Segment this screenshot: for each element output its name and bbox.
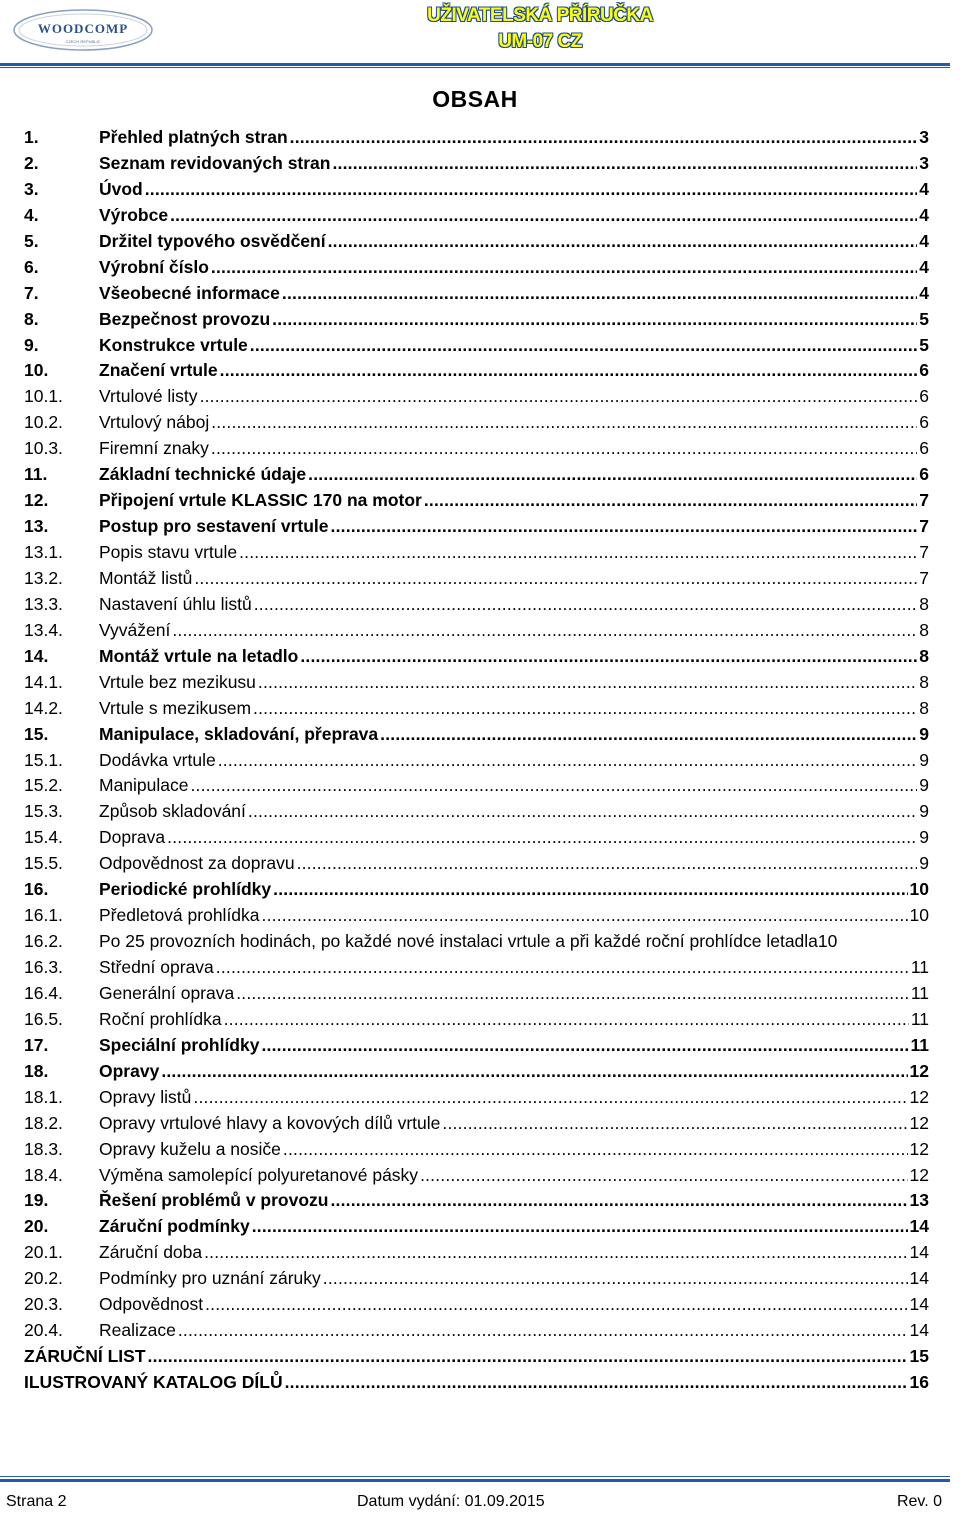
toc-entry-number: 6.: [24, 256, 39, 277]
toc-entry-page: 5: [919, 308, 929, 329]
toc-entry-number: 15.: [24, 723, 49, 744]
toc-entry-number: 13.3.: [24, 593, 63, 614]
footer-rule: [0, 1479, 950, 1482]
toc-entry[interactable]: [24, 461, 929, 487]
toc-entry-title: Úvod: [99, 178, 143, 199]
toc-entry[interactable]: [24, 747, 929, 773]
toc-entry-number: 16.2.: [24, 931, 63, 952]
toc-entry-title: Roční prohlídka: [99, 1008, 222, 1029]
toc-dot-leader: [161, 1058, 907, 1084]
toc-entry[interactable]: [24, 798, 929, 824]
woodcomp-logo: [12, 8, 154, 52]
toc-dot-leader: [145, 176, 918, 202]
toc-entry[interactable]: [24, 850, 929, 876]
toc-entry-page: 14: [909, 1268, 929, 1289]
toc-entry-page: 14: [909, 1242, 929, 1263]
toc-entry[interactable]: [24, 332, 929, 358]
toc-entry-number: 20.1.: [24, 1242, 63, 1263]
toc-dot-leader: [167, 824, 917, 850]
toc-dot-leader: [420, 1162, 907, 1188]
toc-dot-leader: [330, 1187, 907, 1213]
revision: Rev. 0: [896, 1493, 942, 1510]
toc-dot-leader: [205, 1291, 907, 1317]
toc-dot-leader: [282, 280, 917, 306]
toc-dot-leader: [193, 1084, 907, 1110]
toc-dot-leader: [290, 124, 918, 150]
toc-entry-page: 8: [919, 645, 929, 666]
toc-entry-number: 18.: [24, 1060, 49, 1081]
toc-dot-leader: [258, 669, 917, 695]
toc-entry-number: 11.: [24, 464, 48, 485]
toc-entry-page: 10: [909, 879, 929, 900]
document-code: UM-07 CZ: [498, 31, 582, 52]
toc-entry[interactable]: [24, 202, 929, 228]
toc-entry[interactable]: [24, 1187, 929, 1213]
toc-entry-page: 8: [919, 619, 929, 640]
issue-date: Datum vydání: 01.09.2015: [357, 1493, 545, 1510]
toc-heading: OBSAH: [432, 86, 518, 112]
toc-entry-page: 12: [909, 1164, 929, 1185]
toc-dot-leader: [211, 254, 917, 280]
toc-entry-title: Manipulace: [99, 775, 189, 796]
toc-entry-title: Výrobce: [99, 204, 169, 225]
toc-entry-number: 16.3.: [24, 957, 63, 977]
toc-entry[interactable]: [24, 669, 929, 695]
toc-entry-number: 10.3.: [24, 438, 63, 459]
toc-dot-leader: [224, 1006, 909, 1032]
toc-entry-title: Odpovědnost za dopravu: [99, 853, 295, 874]
toc-dot-leader: [194, 565, 917, 591]
toc-entry-title: Doprava: [99, 827, 166, 848]
toc-entry-page: 12: [909, 1060, 929, 1081]
toc-entry[interactable]: [24, 980, 929, 1006]
toc-entry[interactable]: [24, 1343, 929, 1369]
toc-entry-number: 20.3.: [24, 1294, 63, 1315]
toc-entry-number: 7.: [24, 282, 39, 303]
toc-entry[interactable]: [24, 721, 929, 747]
toc-dot-leader: [239, 539, 917, 565]
toc-entry-page: 9: [919, 775, 929, 796]
toc-entry-number: 20.: [24, 1216, 49, 1237]
toc-entry[interactable]: [24, 409, 929, 435]
toc-entry-page: 11: [910, 1034, 929, 1055]
toc-entry-page: 6: [919, 464, 929, 485]
toc-entry-page: 6: [919, 360, 929, 381]
toc-dot-leader: [273, 876, 907, 902]
toc-entry-title: Držitel typového osvědčení: [99, 230, 326, 251]
toc-entry[interactable]: [24, 383, 929, 409]
toc-dot-leader: [253, 695, 917, 721]
toc-entry-page: 7: [919, 567, 929, 588]
toc-entry[interactable]: [24, 695, 929, 721]
toc-dot-leader: [283, 1136, 908, 1162]
toc-entry-page: 10: [909, 905, 929, 926]
toc-entry-number: 15.4.: [24, 827, 63, 848]
toc-entry[interactable]: [24, 1032, 929, 1058]
toc-entry[interactable]: [24, 954, 929, 980]
toc-entry-page: 3: [919, 127, 929, 147]
toc-entry-number: 19.: [24, 1190, 49, 1211]
toc-dot-leader: [442, 1110, 907, 1136]
toc-entry[interactable]: [24, 876, 929, 902]
toc-entry-number: 16.: [24, 879, 49, 900]
toc-entry-page: 12: [909, 1086, 929, 1107]
toc-entry-number: 18.4.: [24, 1164, 63, 1185]
toc-entry-title: Odpovědnost: [99, 1294, 204, 1315]
toc-entry-page: 4: [919, 204, 929, 225]
toc-dot-leader: [328, 228, 918, 254]
toc-entry-number: 17.: [24, 1034, 49, 1055]
toc-entry[interactable]: [24, 1291, 929, 1317]
logo-subtext: CZECH REPUBLIC: [65, 39, 101, 44]
toc-entry-page: 12: [909, 1112, 929, 1133]
toc-dot-leader: [254, 591, 918, 617]
toc-entry[interactable]: [24, 228, 929, 254]
toc-entry-page: 7: [919, 542, 929, 562]
toc-entry[interactable]: [24, 435, 929, 461]
toc-entry-number: 16.1.: [24, 905, 63, 926]
toc-entry-page: 4: [919, 282, 929, 303]
toc-entry-title: Montáž listů: [99, 567, 193, 588]
toc-dot-leader: [216, 954, 909, 980]
toc-entry-number: 3.: [24, 178, 39, 199]
toc-entry-page: 10: [817, 931, 838, 952]
footer-rule-thin: [0, 1476, 950, 1477]
toc-entry[interactable]: [24, 254, 929, 280]
toc-entry[interactable]: [24, 1058, 929, 1084]
toc-dot-leader: [323, 1265, 908, 1291]
toc-dot-leader: [170, 202, 917, 228]
toc-entry-title: Opravy kuželu a nosiče: [99, 1138, 281, 1159]
toc-entry[interactable]: [24, 280, 929, 306]
header-rule: [0, 63, 950, 66]
toc-entry-page: 16: [909, 1372, 929, 1392]
toc-entry-title: Značení vrtule: [99, 360, 218, 381]
toc-entry-title: Přehled platných stran: [99, 127, 288, 147]
toc-entry-page: 8: [919, 697, 929, 718]
toc-entry[interactable]: [24, 902, 929, 928]
toc-entry[interactable]: [24, 487, 929, 513]
toc-entry-page: 9: [919, 749, 929, 770]
toc-entry-number: 18.1.: [24, 1086, 63, 1107]
toc-entry-page: 9: [919, 801, 929, 822]
toc-entry-page: 8: [919, 593, 929, 614]
toc-entry-title: Generální oprava: [99, 982, 235, 1003]
toc-entry-title: Opravy listů: [99, 1086, 192, 1107]
toc-entry-page: 6: [919, 438, 929, 459]
toc-entry-page: 6: [919, 386, 929, 407]
toc-dot-leader: [172, 617, 917, 643]
page-header: [0, 0, 960, 70]
toc-entry-page: 4: [919, 178, 929, 199]
toc-entry-title: Montáž vrtule na letadlo: [99, 645, 299, 666]
toc-entry[interactable]: [24, 1317, 929, 1343]
toc-entry-title: Konstrukce vrtule: [99, 334, 248, 355]
toc-dot-leader: [380, 721, 917, 747]
toc-entry-title: Opravy: [99, 1060, 160, 1081]
toc-dot-leader: [332, 150, 917, 176]
toc-entry-number: 16.4.: [24, 982, 63, 1003]
toc-entry-number: 13.2.: [24, 567, 63, 588]
toc-entry-title: Výměna samolepící polyuretanové pásky: [99, 1164, 419, 1185]
toc-entry-number: 10.2.: [24, 412, 63, 433]
toc-entry-title: Speciální prohlídky: [99, 1034, 260, 1055]
toc-entry[interactable]: [24, 928, 929, 954]
toc-entry-number: 13.1.: [24, 542, 63, 562]
toc-entry-title: Záruční doba: [99, 1242, 203, 1263]
document-title: UŽIVATELSKÁ PŘÍRUČKA: [427, 5, 653, 26]
toc-entry[interactable]: [24, 150, 929, 176]
toc-entry[interactable]: [24, 1213, 929, 1239]
toc-entry-title: Způsob skladování: [99, 801, 246, 822]
toc-entry-page: 9: [919, 853, 929, 874]
toc-dot-leader: [285, 1369, 908, 1395]
toc-dot-leader: [272, 306, 917, 332]
toc-entry[interactable]: [24, 357, 929, 383]
toc-entry-page: 9: [919, 723, 929, 744]
toc-dot-leader: [200, 383, 918, 409]
toc-entry-number: 18.3.: [24, 1138, 63, 1159]
toc-entry-page: 4: [919, 230, 929, 251]
toc-entry-number: 14.: [24, 645, 49, 666]
toc-entry[interactable]: [24, 1369, 929, 1395]
toc-entry-number: 5.: [24, 230, 39, 251]
toc-entry-number: 15.3.: [24, 801, 63, 822]
toc-entry-title: Popis stavu vrtule: [99, 542, 238, 562]
toc-entry-page: 14: [909, 1294, 929, 1315]
toc-entry[interactable]: [24, 1110, 929, 1136]
toc-entry-number: 13.4.: [24, 619, 63, 640]
toc-dot-leader: [261, 1032, 908, 1058]
toc-entry-title: Vrtulové listy: [99, 386, 198, 407]
toc-dot-leader: [204, 1239, 907, 1265]
toc-entry[interactable]: [24, 1006, 929, 1032]
header-rule-thin: [0, 67, 950, 68]
toc-entry-page: 11: [910, 982, 929, 1003]
toc-entry-number: 20.2.: [24, 1268, 63, 1289]
toc-entry-number: 13.: [24, 516, 49, 537]
toc-entry-page: 7: [919, 490, 929, 511]
toc-entry-page: 13: [909, 1190, 929, 1211]
toc-entry-page: 14: [909, 1320, 929, 1341]
toc-entry-page: 9: [919, 827, 929, 848]
toc-entry[interactable]: [24, 772, 929, 798]
toc-entry-number: 15.1.: [24, 749, 63, 770]
toc-dot-leader: [220, 357, 918, 383]
toc-entry-number: 14.1.: [24, 671, 63, 692]
toc-entry-number: 12.: [24, 490, 49, 511]
toc-entry-title: Vyvážení: [99, 619, 171, 640]
toc-dot-leader: [424, 487, 917, 513]
toc-entry-page: 11: [910, 1008, 929, 1029]
toc-entry-title: Všeobecné informace: [99, 282, 280, 303]
toc-entry-page: 3: [919, 152, 929, 173]
toc-entry-page: 5: [919, 334, 929, 355]
toc-dot-leader: [236, 980, 909, 1006]
toc-entry-page: 12: [909, 1138, 929, 1159]
toc-entry[interactable]: [24, 539, 929, 565]
toc-entry-title: Periodické prohlídky: [99, 879, 272, 900]
toc-entry[interactable]: [24, 1084, 929, 1110]
toc-entry-title: Vrtulový náboj: [99, 412, 210, 433]
toc-entry-number: 10.: [24, 360, 49, 381]
toc-entry-title: ILUSTROVANÝ KATALOG DÍLŮ: [24, 1372, 283, 1392]
toc-entry-number: 1.: [24, 127, 39, 147]
toc-entry-title: ZÁRUČNÍ LIST: [24, 1346, 146, 1367]
toc-entry-number: 16.5.: [24, 1008, 63, 1029]
toc-entry[interactable]: [24, 124, 929, 150]
toc-dot-leader: [148, 1343, 908, 1369]
toc-dot-leader: [300, 643, 917, 669]
toc-entry[interactable]: [24, 176, 929, 202]
toc-entry-page: 14: [909, 1216, 929, 1237]
toc-entry-number: 15.5.: [24, 853, 63, 874]
toc-dot-leader: [211, 435, 917, 461]
toc-entry-number: 9.: [24, 334, 39, 355]
toc-dot-leader: [248, 798, 917, 824]
toc-dot-leader: [191, 772, 918, 798]
toc-entry-number: 8.: [24, 308, 39, 329]
toc-entry-title: Firemní znaky: [99, 438, 209, 459]
toc-dot-leader: [250, 332, 917, 358]
toc-entry[interactable]: [24, 643, 929, 669]
toc-entry-title: Základní technické údaje: [99, 464, 307, 485]
toc-dot-leader: [218, 747, 918, 773]
toc-entry-title: Nastavení úhlu listů: [99, 593, 252, 614]
toc-entry[interactable]: [24, 306, 929, 332]
toc-entry-number: 10.1.: [24, 386, 63, 407]
toc-entry[interactable]: [24, 824, 929, 850]
toc-dot-leader: [308, 461, 917, 487]
logo-text: WOODCOMP: [37, 21, 129, 36]
toc-entry-title: Záruční podmínky: [99, 1216, 250, 1237]
toc-entry-title: Výrobní číslo: [99, 256, 209, 277]
toc-entry-title: Realizace: [99, 1320, 176, 1341]
toc-dot-leader: [297, 850, 918, 876]
toc-entry-number: 20.4.: [24, 1320, 63, 1341]
toc-entry-title: Střední oprava: [99, 957, 214, 977]
toc-entry-title: Manipulace, skladování, přeprava: [99, 723, 379, 744]
toc-entry-title: Vrtule bez mezikusu: [99, 671, 256, 692]
toc-entry-title: Podmínky pro uznání záruky: [99, 1268, 321, 1289]
toc-entry-page: 15: [909, 1346, 929, 1367]
toc-entry-number: 4.: [24, 204, 39, 225]
toc-entry-title: Postup pro sestavení vrtule: [99, 516, 329, 537]
toc-entry-title: Bezpečnost provozu: [99, 308, 271, 329]
toc-dot-leader: [211, 409, 917, 435]
toc-entry-title: Dodávka vrtule: [99, 749, 216, 770]
toc-entry-title: Opravy vrtulové hlavy a kovových dílů vrtule: [99, 1112, 441, 1133]
page-number: Strana 2: [6, 1493, 67, 1510]
toc-entry-title: Předletová prohlídka: [99, 905, 260, 926]
toc-entry[interactable]: [24, 1136, 929, 1162]
toc-dot-leader: [252, 1213, 908, 1239]
toc-entry[interactable]: [24, 513, 929, 539]
toc-entry[interactable]: [24, 1162, 929, 1188]
toc-entry-number: 18.2.: [24, 1112, 63, 1133]
toc-entry[interactable]: [24, 617, 929, 643]
toc-entry-title: Připojení vrtule KLASSIC 170 na motor: [99, 490, 422, 511]
toc-dot-leader: [331, 513, 918, 539]
toc-entry[interactable]: [24, 591, 929, 617]
toc-entry-number: 15.2.: [24, 775, 63, 796]
toc-entry-number: 2.: [24, 152, 39, 173]
toc-dot-leader: [178, 1317, 908, 1343]
toc-entry-title: Seznam revidovaných stran: [99, 152, 331, 173]
toc-entry[interactable]: [24, 1265, 929, 1291]
toc-entry-page: 6: [919, 412, 929, 433]
table-of-contents: [24, 124, 929, 1395]
toc-entry-title: Vrtule s mezikusem: [99, 697, 252, 718]
toc-entry[interactable]: [24, 1239, 929, 1265]
toc-entry-page: 7: [919, 516, 929, 537]
toc-dot-leader: [262, 902, 908, 928]
toc-entry-page: 8: [919, 671, 929, 692]
toc-entry[interactable]: [24, 565, 929, 591]
toc-entry-page: 11: [910, 957, 929, 977]
toc-entry-number: 14.2.: [24, 697, 63, 718]
toc-entry-title: Po 25 provozních hodinách, po každé nové instalaci vrtule a při každé roční prohlídce letadla: [99, 931, 818, 952]
toc-entry-page: 4: [919, 256, 929, 277]
toc-entry-title: Řešení problémů v provozu: [99, 1190, 329, 1211]
